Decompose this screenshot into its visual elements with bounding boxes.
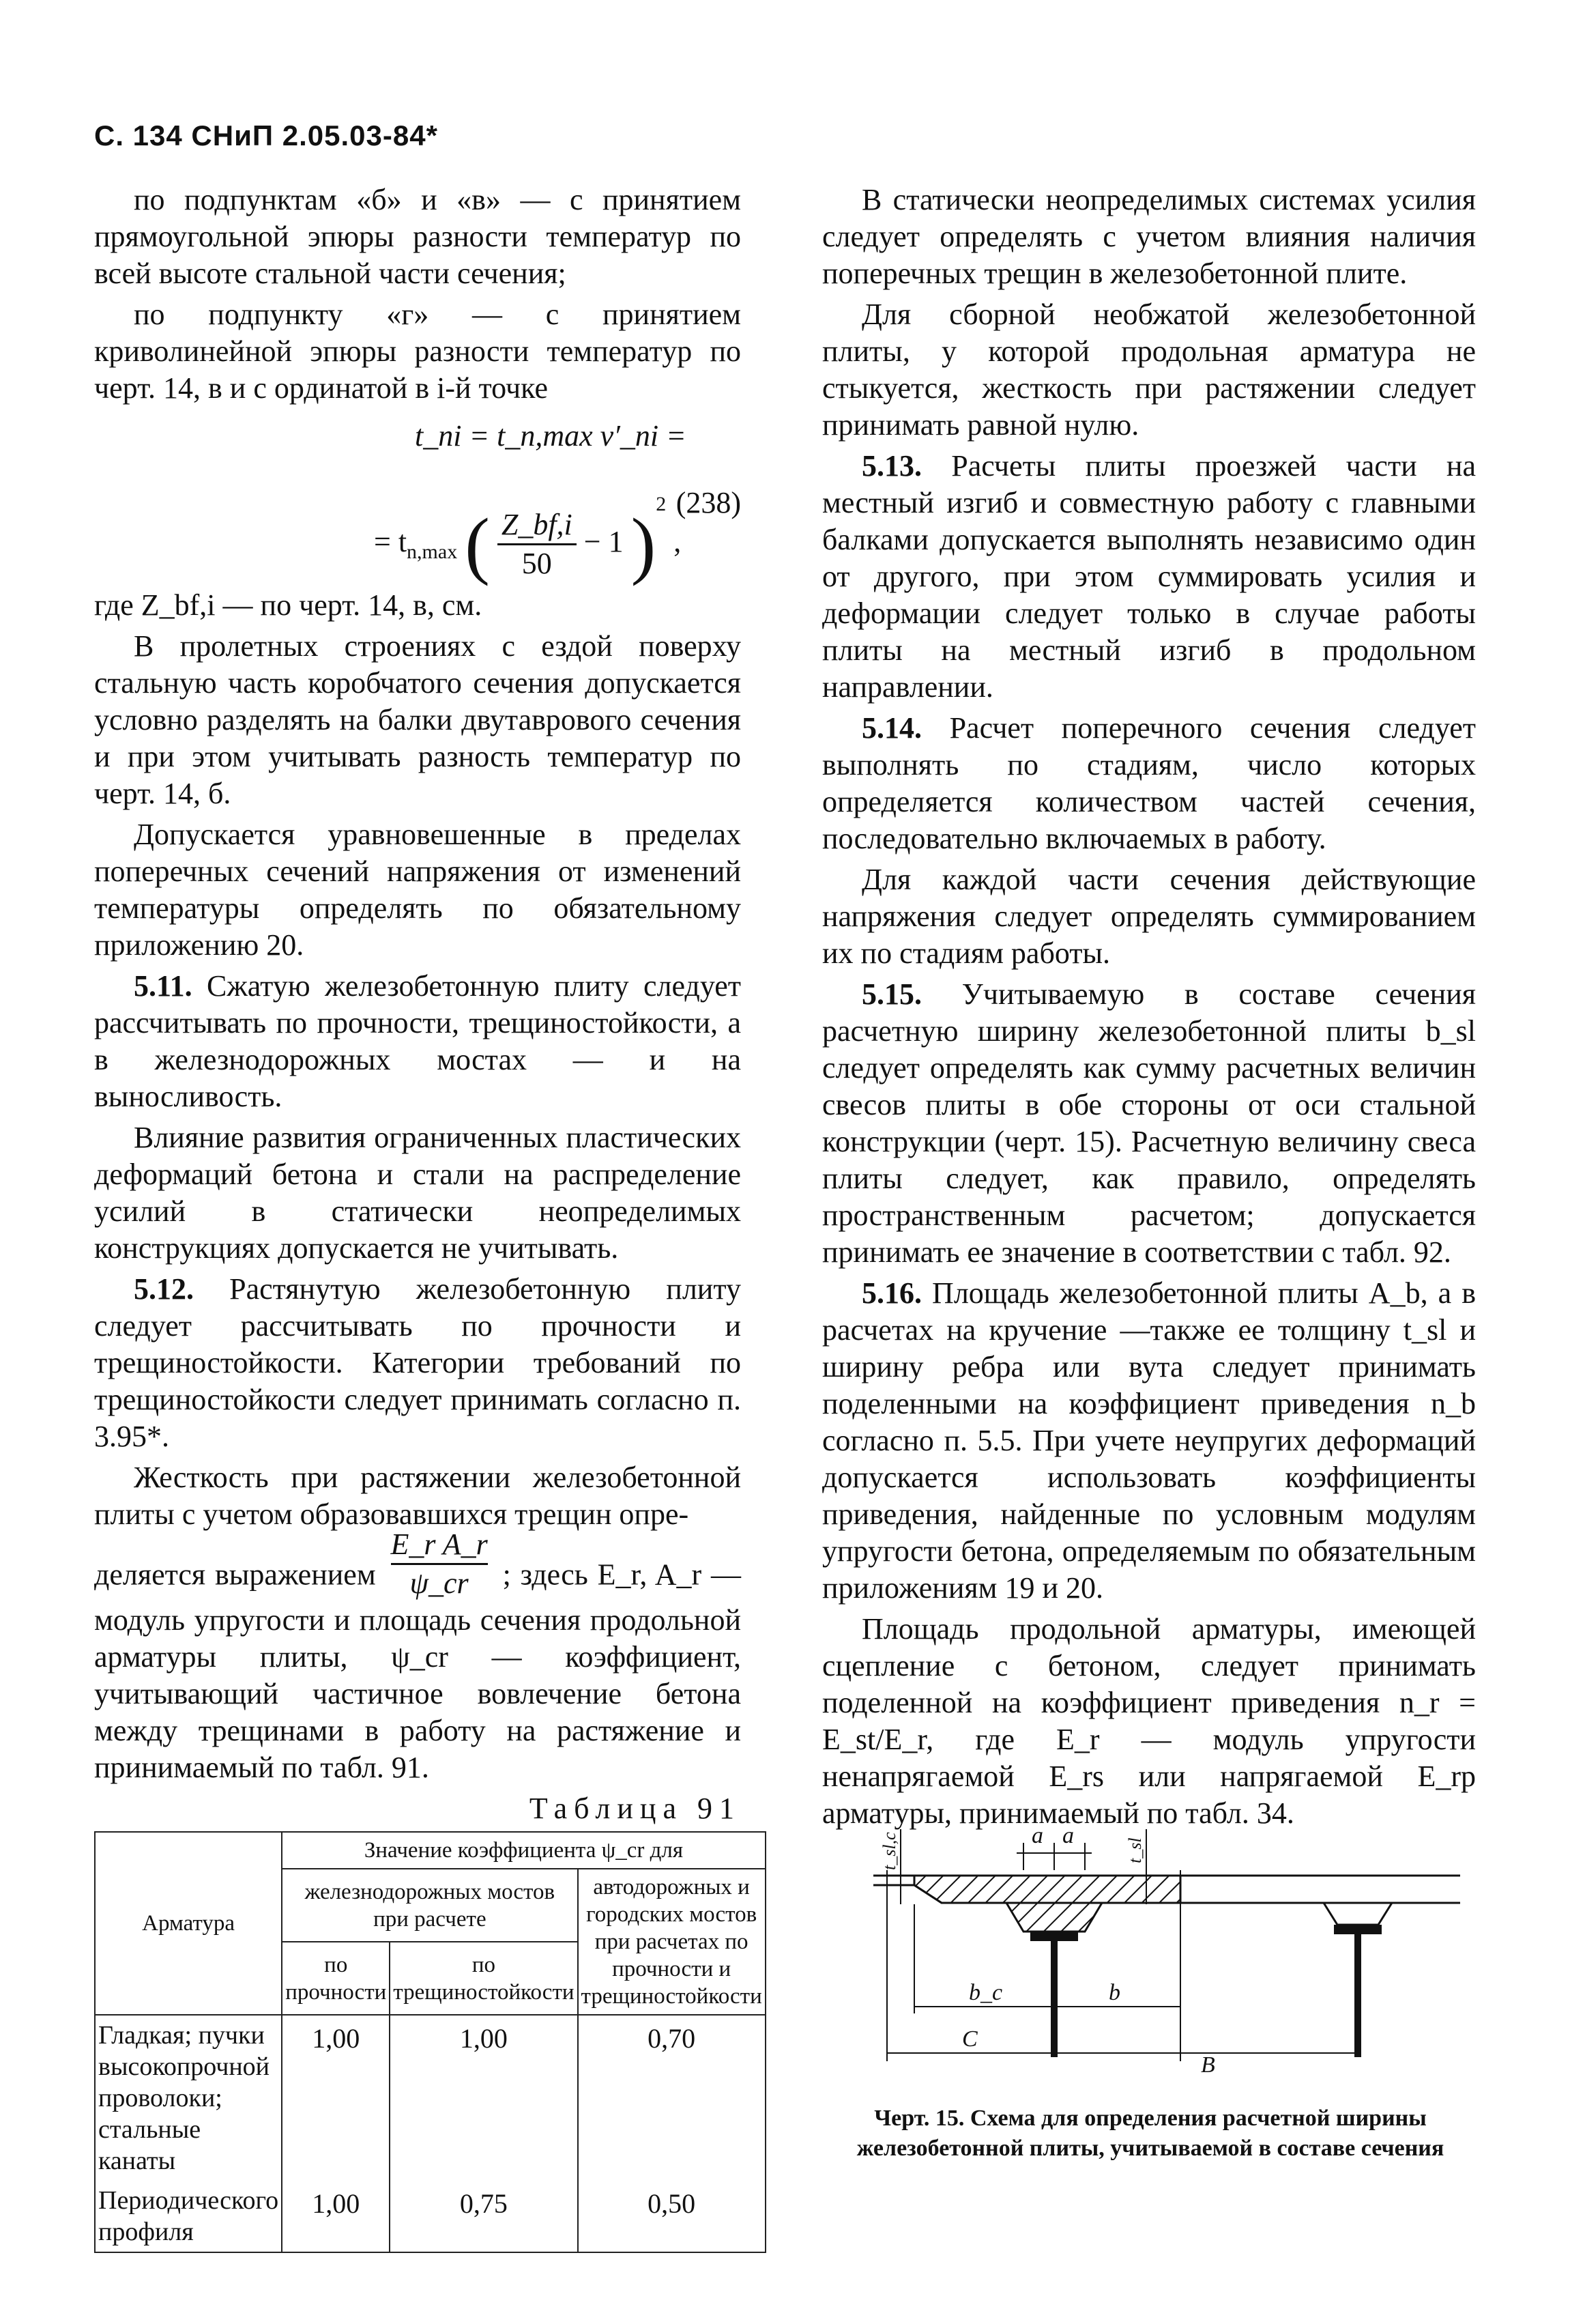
paragraph: деляется выражением $\frac{\text{E\_r A\_r}}{\psi\_cr}$ ; здесь E_r, A_r — модуль упругости и площадь сечения продольной арматуры плиты, ψ_cr — коэффициент, учитывающий частичное вовлечение бетона между трещинами в работу на растяжение и принимаемый по табл. 91. xyxy=(94,1527,742,1784)
paragraph: 5.12. Растянутую железобетонную плиту следует рассчитывать по прочности и трещиностойкости. Категории требований по трещиностойкости следует принимать согласно п. 3.95*. xyxy=(94,1272,741,1453)
formula-denominator: 50 xyxy=(521,547,552,581)
label-b: b xyxy=(1109,1980,1120,2005)
table-title: Таблица 91 xyxy=(529,1792,741,1825)
hatched-slab xyxy=(914,1876,1180,1903)
left-column xyxy=(94,182,762,2253)
section-number: 5.12. xyxy=(134,1272,194,1306)
paragraph: Для сборной необжатой железобетонной плиты, у которой продольная арматура не стыкуется, жесткость при растяжении следует принимать равной нулю. xyxy=(822,298,1476,442)
paragraph: 5.13. Расчеты плиты проезжей части на местный изгиб и совместную работу с главными балками допускается выполнять независимо один от другого, при этом суммировать усилия и деформации следует только в случае работы плиты на местный изгиб в продольном направлении. xyxy=(822,449,1476,704)
formula-238 xyxy=(94,411,741,586)
table-header-rail: железнодорожных мостов при расчете xyxy=(282,1869,577,1942)
formula-minus-one: − 1 xyxy=(583,525,624,558)
paragraph: по подпунктам «б» и «в» — с принятием прямоугольной эпюры разности температур по всей высоте стальной части сечения; xyxy=(94,183,741,290)
paragraph: где Z_bf,i — по черт. 14, в, см. xyxy=(94,588,482,622)
label-bc: b_c xyxy=(969,1980,1003,2005)
paragraph: 5.15. Учитываемую в составе сечения расчетную ширину железобетонной плиты b_sl следует определять как сумму расчетных величин свесов плиты в обе стороны от оси стальной конструкции (черт. 15). Расчетную величину свеса плиты следует, как правило, определять пространственным расчетом; допускается принимать ее значение в соответствии с табл. 92. xyxy=(822,977,1476,1269)
formula-prefix: = t xyxy=(374,525,407,558)
haunch-2 xyxy=(1324,1903,1392,1925)
paragraph: Допускается уравновешенные в пределах поперечных сечений напряжения от изменений температуры определять по обязательному приложению 20. xyxy=(94,818,741,962)
paragraph: 5.14. Расчет поперечного сечения следует выполнять по стадиям, число которых определяется количеством частей сечения, последовательно включаемых в работу. xyxy=(822,711,1476,855)
formula-exponent: 2 xyxy=(656,493,667,515)
figure-15-diagram xyxy=(860,1802,1474,2089)
figure-caption: Черт. 15. Схема для определения расчетной ширины железобетонной плиты, учитываемой в составе сечения xyxy=(856,2106,1444,2161)
table-header-strength: по прочности xyxy=(282,1942,390,2015)
formula-numerator: Z_bf,i xyxy=(497,506,577,545)
right-column xyxy=(822,182,1476,1836)
paragraph: 5.11. Сжатую железобетонную плиту следует рассчитывать по прочности, трещиностойкости, а в железнодорожных мостах — и на выносливость. xyxy=(94,969,741,1113)
section-number: 5.11. xyxy=(134,969,192,1003)
page-header: С. 134 СНиП 2.05.03-84* xyxy=(94,119,438,152)
table-row: Гладкая; пучки высокопрочной проволоки; стальные канаты 1,00 1,00 0,70 xyxy=(95,2015,766,2181)
paragraph: 5.16. Площадь железобетонной плиты A_b, а в расчетах на кручение —также ее толщину t_sl и ширину ребра или вута следует принимать поделенными на коэффициент приведения n_b согласно п. 5.5. При учете неупругих деформаций допускается использовать коэффициенты приведения, найденные по условным модулям упругости бетона, определяемым по обязательным приложениям 19 и 20. xyxy=(822,1276,1476,1605)
formula-number: (238) xyxy=(675,486,741,519)
section-number: 5.14. xyxy=(862,711,922,745)
formula-line-1: t_ni = t_n,max v′_ni = xyxy=(415,419,686,453)
label-C: C xyxy=(962,2026,978,2052)
label-B: B xyxy=(1201,2052,1215,2078)
table-row: Периодического профиля 1,00 0,75 0,50 xyxy=(95,2181,766,2252)
label-a-2: a xyxy=(1062,1823,1074,1848)
stiffness-fraction: $\frac{\text{E\_r A\_r}}{\psi\_cr}$ xyxy=(390,1527,488,1600)
formula-trail: , xyxy=(673,525,682,558)
table-header-value: Значение коэффициента ψ_cr для xyxy=(282,1832,766,1869)
hatched-haunch xyxy=(1006,1903,1102,1932)
label-a-1: a xyxy=(1032,1823,1043,1848)
section-number: 5.15. xyxy=(862,977,922,1011)
section-number: 5.13. xyxy=(862,449,922,483)
table-header-armatura: Арматура xyxy=(95,1832,282,2015)
formula-line-2: = $t_{n,max}$ ( $\frac{Z\_bf,i}{50}$ − 1 )$^2$ , xyxy=(374,493,682,586)
paragraph: по подпункту «г» — с принятием криволинейной эпюры разности температур по черт. 14, в и с ординатой в i-й точке xyxy=(94,298,741,405)
label-tsl: t_sl xyxy=(1125,1837,1145,1863)
table-header-crack: по трещиностойкости xyxy=(390,1942,577,2015)
paragraph: Жесткость при растяжении железобетонной плиты с учетом образовавшихся трещин опре- xyxy=(94,1461,741,1531)
table-91 xyxy=(94,1831,766,2253)
table-header-road: автодорожных и городских мостов при расчетах по прочности и трещиностойкости xyxy=(578,1869,766,2015)
paragraph: В пролетных строениях с ездой поверху стальную часть коробчатого сечения допускается условно разделять на балки двутаврового сечения и при этом учитывать разность температур по черт. 14, б. xyxy=(94,629,741,810)
formula-fraction xyxy=(497,506,577,582)
label-tslc: t_sl,c xyxy=(880,1832,899,1870)
steel-beam-1 xyxy=(1030,1932,1078,2057)
paragraph: В статически неопределимых системах усилия следует определять с учетом влияния наличия поперечных трещин в железобетонной плите. xyxy=(822,183,1476,290)
formula-prefix-sub: n,max xyxy=(407,540,458,563)
dimension-lines xyxy=(887,1829,1358,2061)
paragraph: Влияние развития ограниченных пластических деформаций бетона и стали на распределение усилий в статически неопределимых конструкциях допускается не учитывать. xyxy=(94,1121,741,1265)
paragraph: Для каждой части сечения действующие напряжения следует определять суммированием их по стадиям работы. xyxy=(822,863,1476,970)
steel-beam-2 xyxy=(1334,1925,1382,2057)
section-number: 5.16. xyxy=(862,1276,922,1310)
paragraph: Площадь продольной арматуры, имеющей сцепление с бетоном, следует принимать поделенной на коэффициент приведения n_r = E_st/E_r, где E_r — модуль упругости ненапрягаемой E_rs или напрягаемой E_rp арматуры, принимаемый по табл. 34. xyxy=(822,1612,1476,1830)
